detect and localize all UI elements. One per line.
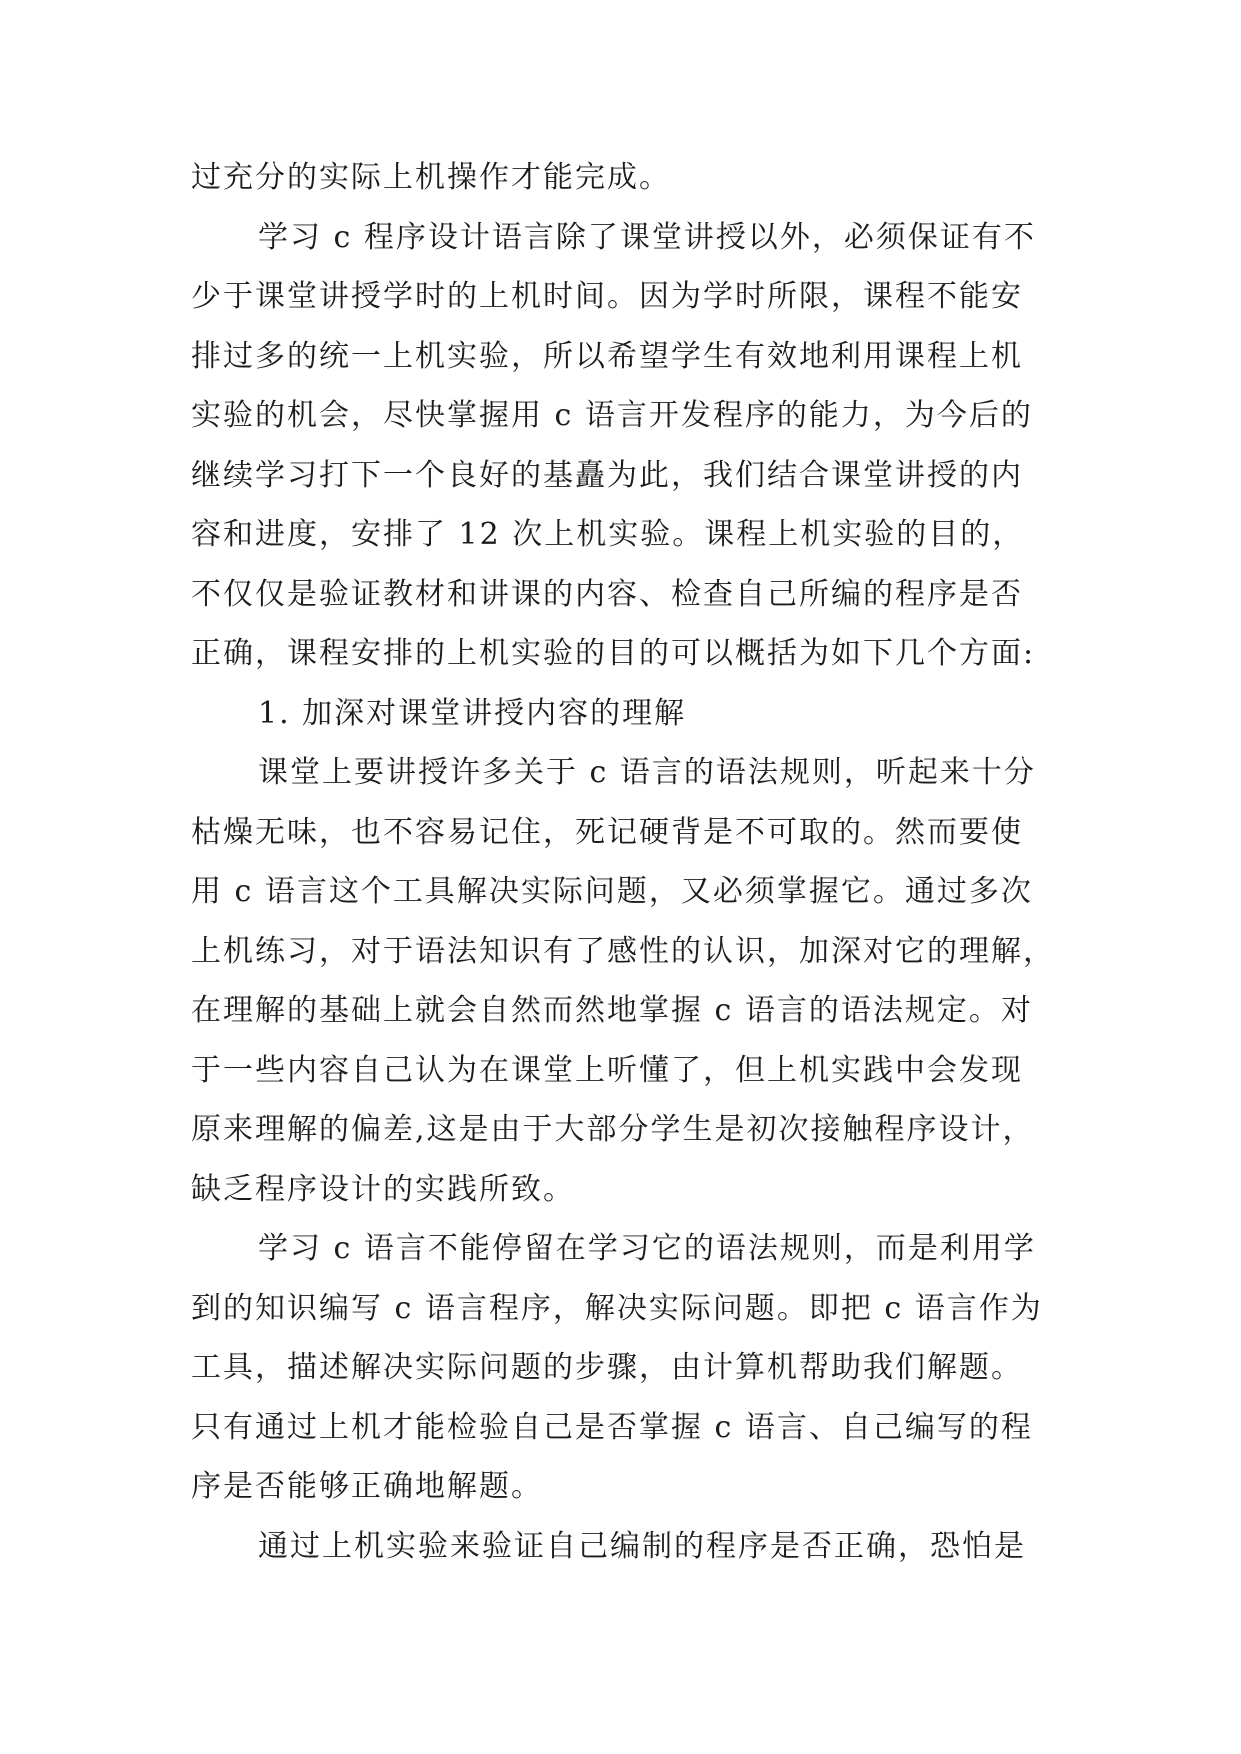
text-line: 继续学习打下一个良好的基矗为此，我们结合课堂讲授的内	[191, 457, 1023, 493]
text-line: 于一些内容自己认为在课堂上听懂了，但上机实践中会发现	[191, 1052, 1023, 1088]
text-line: 实验的机会，尽快掌握用 c 语言开发程序的能力，为今后的	[191, 398, 1033, 433]
text-line: 过充分的实际上机操作才能完成。	[191, 160, 671, 195]
text-line: 序是否能够正确地解题。	[191, 1469, 543, 1504]
text-line: 课堂上要讲授许多关于 c 语言的语法规则，听起来十分	[258, 755, 1036, 790]
text-line: 1. 加深对课堂讲授内容的理解	[258, 695, 687, 731]
text-line: 排过多的统一上机实验，所以希望学生有效地利用课程上机	[191, 338, 1023, 374]
text-line: 通过上机实验来验证自己编制的程序是否正确，恐怕是	[258, 1528, 1026, 1564]
text-line: 学习 c 程序设计语言除了课堂讲授以外，必须保证有不	[258, 219, 1036, 255]
text-line: 在理解的基础上就会自然而然地掌握 c 语言的语法规定。对	[191, 993, 1033, 1028]
body-text	[191, 148, 1053, 1576]
text-line: 用 c 语言这个工具解决实际问题，又必须掌握它。通过多次	[191, 874, 1033, 909]
text-line: 不仅仅是验证教材和讲课的内容、检查自己所编的程序是否	[191, 576, 1023, 612]
text-line: 缺乏程序设计的实践所致。	[191, 1171, 575, 1207]
text-line: 原来理解的偏差,这是由于大部分学生是初次接触程序设计，	[191, 1112, 1035, 1147]
text-line: 只有通过上机才能检验自己是否掌握 c 语言、自己编写的程	[191, 1409, 1033, 1445]
text-line: 少于课堂讲授学时的上机时间。因为学时所限，课程不能安	[191, 279, 1023, 314]
text-line: 工具，描述解决实际问题的步骤，由计算机帮助我们解题。	[191, 1350, 1023, 1385]
text-line: 上机练习，对于语法知识有了感性的认识，加深对它的理解，	[191, 933, 1055, 969]
text-line: 到的知识编写 c 语言程序，解决实际问题。即把 c 语言作为	[191, 1290, 1043, 1326]
text-line: 枯燥无味，也不容易记住，死记硬背是不可取的。然而要使	[191, 814, 1023, 850]
text-line: 正确，课程安排的上机实验的目的可以概括为如下几个方面:	[191, 636, 1036, 671]
text-line: 学习 c 语言不能停留在学习它的语法规则，而是利用学	[258, 1231, 1036, 1266]
text-line: 容和进度，安排了 12 次上机实验。课程上机实验的目的，	[191, 517, 1025, 552]
